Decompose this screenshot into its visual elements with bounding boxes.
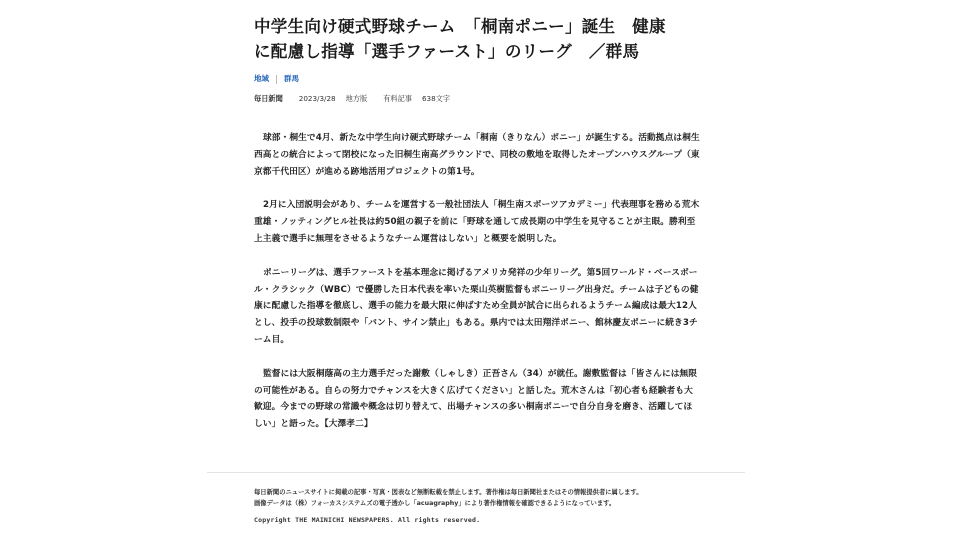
tag-list [254,74,700,84]
copyright-line: Copyright THE MAINICHI NEWSPAPERS. All rights reserved. [254,516,481,524]
tag-link-region[interactable]: 地域 [254,74,269,83]
article-paragraph: 2月に入団説明会があり、チームを運営する一般社団法人「桐生南スポーツアカデミー」代表理事を務める荒木重雄・ノッティングヒル社長は約50組の親子を前に「野球を通して成長期の中学生を見守ることが主眼。勝利至上主義で選手に無理をさせるようなチーム運営はしない」と概要を説明した。 [254,200,700,244]
publisher-name: 毎日新聞 [254,94,283,103]
publish-date: 2023/3/28 [298,94,336,103]
article-meta [254,94,700,104]
article-headline: 中学生向け硬式野球チーム 「桐南ポニー」誕生 健康 に配慮し指導「選手ファースト」のリーグ ／群馬 [254,17,666,61]
footer-divider [207,472,745,473]
article-paragraph: 監督には大阪桐蔭高の主力選手だった謝敷（しゃしき）正吾さん（34）が就任。謝敷監督は「皆さんには無限の可能性がある。自らの努力でチャンスを大きく広げてください」と話した。荒木さんは「初心者も経験者も大歓迎。今までの野球の常識や概念は切り替えて、出場チャンスの多い桐南ポニーで自分自身を磨き、活躍してほしい」と語った。【大澤孝二】 [254,368,698,430]
article [254,14,700,450]
page-footer [254,487,734,526]
character-count: 638文字 [421,94,451,103]
article-paragraph: ポニーリーグは、選手ファーストを基本理念に掲げるアメリカ発祥の少年リーグ。第5回ワールド・ベースボール・クラシック（WBC）で優勝した日本代表を率いた栗山英樹監督もポニーリーグ出身だ。チームは子どもの健康に配慮した指導を徹底し、選手の能力を最大限に伸ばすため全員が試合に出られるようチーム編成は最大12人とし、投手の投球数制限や「バント、サイン禁止」もある。県内では太田翔洋ポニー、館林慶友ポニーに続き3チーム目。 [254,267,699,345]
copyright-notice: 毎日新聞のニュースサイトに掲載の記事・写真・図表など無断転載を禁止します。著作権は毎日新聞社またはその情報提供者に属します。 [254,489,643,496]
article-body [254,130,700,433]
watermark-notice: 画像データは（株）フォーカスシステムズの電子透かし「acuagraphy」により著作権情報を確認できるようになっています。 [254,500,616,507]
edition-label: 地方版 [345,94,368,103]
article-paragraph: 球部・桐生で4月、新たな中学生向け硬式野球チーム「桐南（きりなん）ポニー」が誕生する。活動拠点は桐生西高との統合によって閉校になった旧桐生南高グラウンドで、同校の敷地を取得したオープンハウスグループ（東京都千代田区）が進める跡地活用プロジェクトの第1号。 [254,133,700,177]
access-badge: 有料記事 [383,94,412,103]
tag-divider [276,75,277,84]
tag-link-gunma[interactable]: 群馬 [284,74,299,83]
